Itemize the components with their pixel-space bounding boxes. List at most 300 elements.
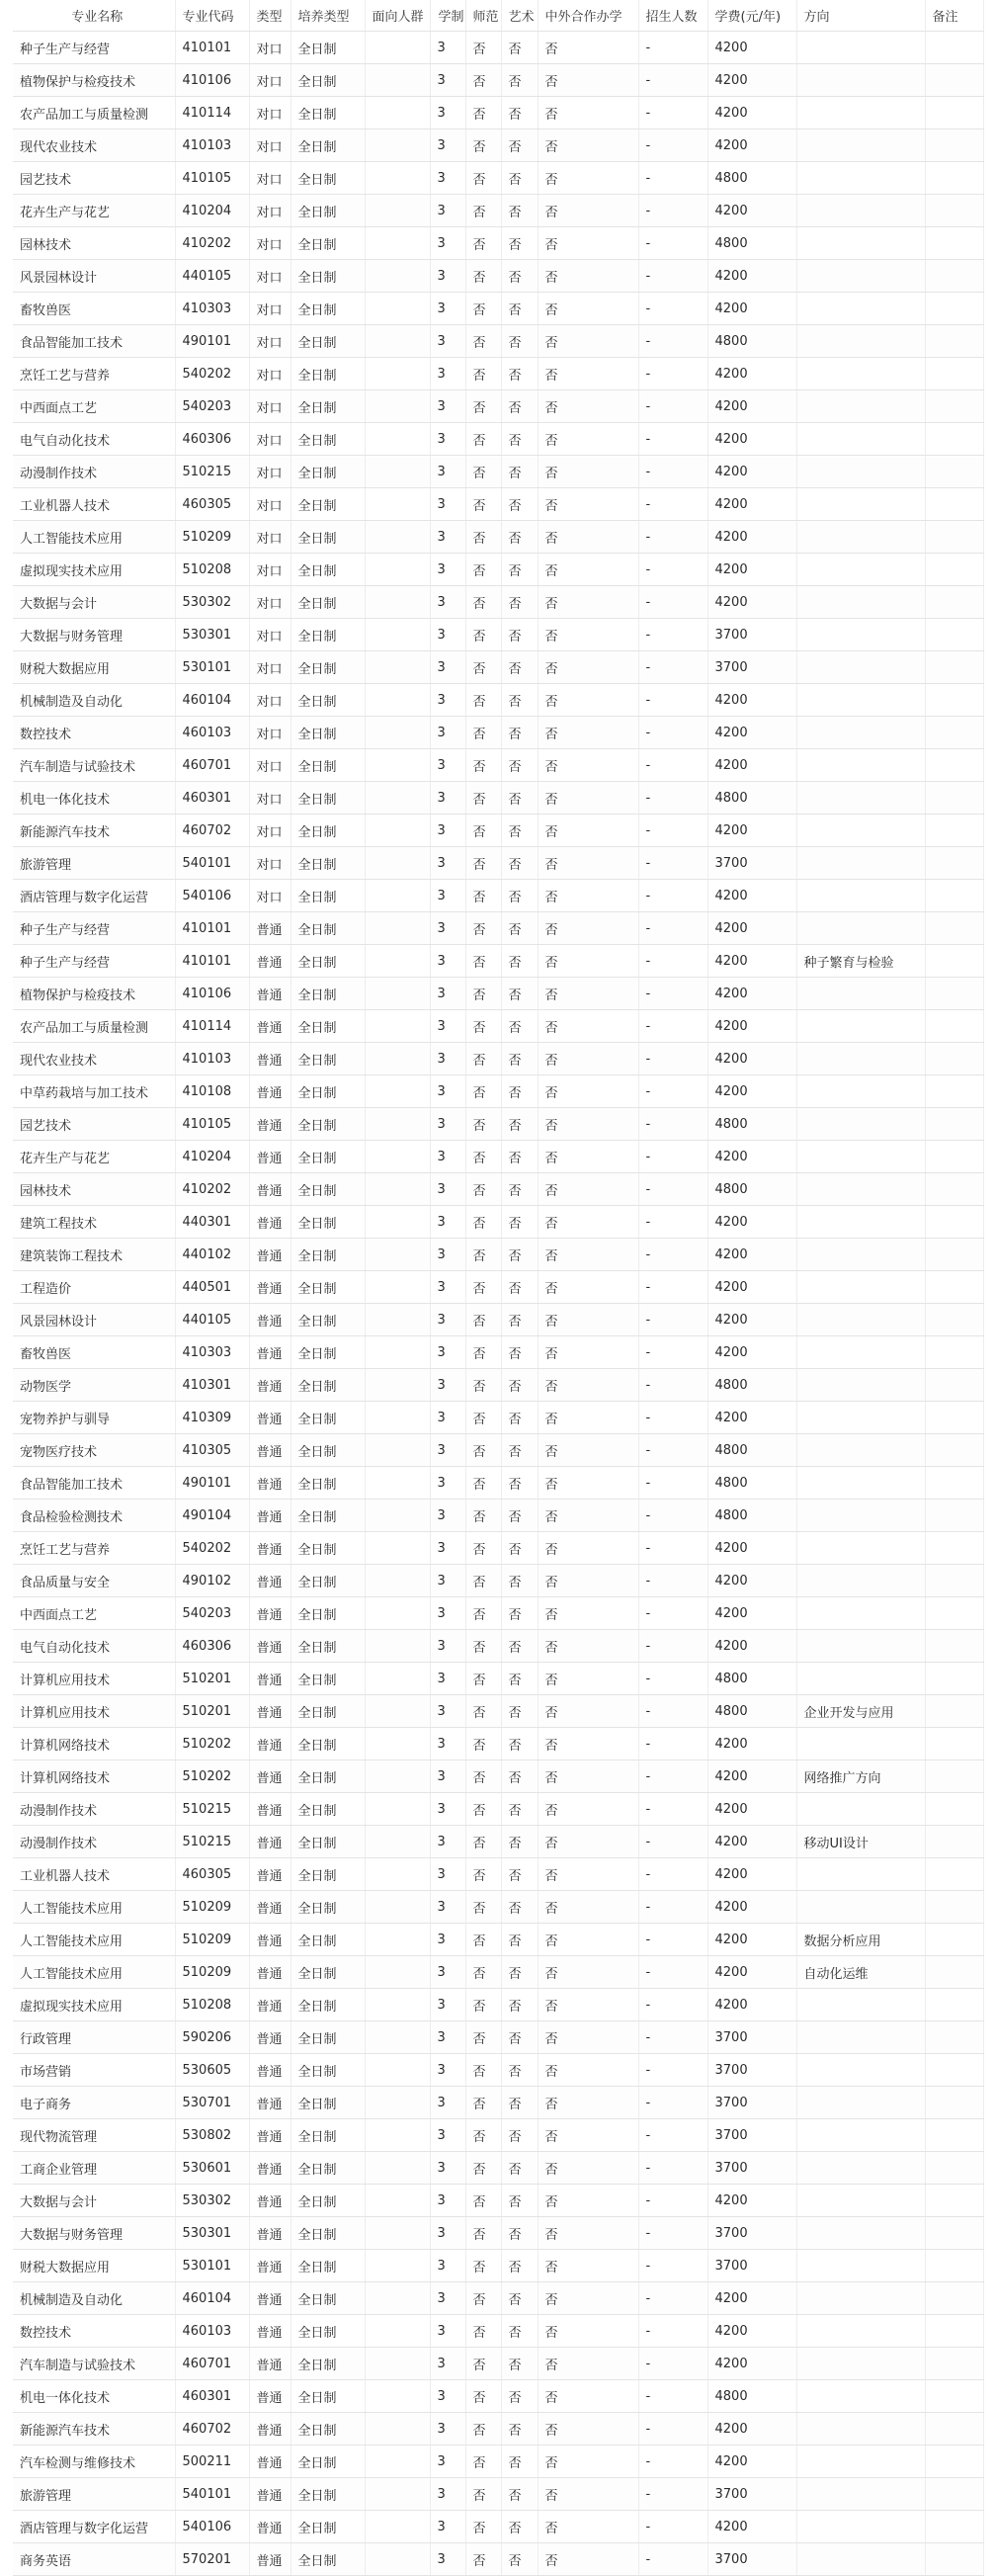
target-group-cell (365, 1369, 430, 1402)
direction-cell (796, 1663, 925, 1695)
table-header (13, 0, 983, 32)
enrollment-cell: - (638, 488, 707, 521)
study-mode-cell: 全日制 (291, 2413, 365, 2446)
sino-foreign-cell: 否 (538, 195, 638, 227)
col-header-target-group: 面向人群 (365, 0, 430, 32)
direction-cell (796, 1793, 925, 1826)
tuition-cell: 4200 (707, 1630, 796, 1663)
arts-cell: 否 (501, 554, 538, 586)
table-row (13, 847, 983, 880)
major-name-cell: 机械制造及自动化 (13, 684, 175, 717)
target-group-cell (365, 227, 430, 260)
tuition-cell: 3700 (707, 2478, 796, 2511)
teacher-training-cell: 否 (465, 97, 501, 129)
enrollment-cell: - (638, 195, 707, 227)
type-cell: 对口 (249, 554, 291, 586)
arts-cell: 否 (501, 2315, 538, 2348)
direction-cell (796, 1206, 925, 1239)
type-cell: 普通 (249, 1369, 291, 1402)
duration-cell: 3 (430, 521, 465, 554)
direction-cell (796, 162, 925, 195)
study-mode-cell: 全日制 (291, 2511, 365, 2543)
target-group-cell (365, 1663, 430, 1695)
teacher-training-cell: 否 (465, 456, 501, 488)
type-cell: 普通 (249, 912, 291, 945)
enrollment-cell: - (638, 358, 707, 390)
table-row (13, 2021, 983, 2054)
duration-cell: 3 (430, 488, 465, 521)
teacher-training-cell: 否 (465, 749, 501, 782)
sino-foreign-cell: 否 (538, 1858, 638, 1891)
sino-foreign-cell: 否 (538, 423, 638, 456)
target-group-cell (365, 1304, 430, 1336)
direction-cell (796, 815, 925, 847)
study-mode-cell: 全日制 (291, 554, 365, 586)
study-mode-cell: 全日制 (291, 1467, 365, 1500)
major-code-cell: 460104 (175, 684, 249, 717)
sino-foreign-cell: 否 (538, 2152, 638, 2185)
type-cell: 普通 (249, 2250, 291, 2282)
remarks-cell (925, 749, 983, 782)
direction-cell (796, 782, 925, 815)
tuition-cell: 4800 (707, 1369, 796, 1402)
table-row (13, 651, 983, 684)
duration-cell: 3 (430, 97, 465, 129)
remarks-cell (925, 1500, 983, 1532)
arts-cell: 否 (501, 1173, 538, 1206)
major-code-cell: 410301 (175, 1369, 249, 1402)
arts-cell: 否 (501, 1695, 538, 1728)
table-row (13, 1010, 983, 1043)
teacher-training-cell: 否 (465, 1108, 501, 1141)
sino-foreign-cell: 否 (538, 1924, 638, 1956)
type-cell: 普通 (249, 2478, 291, 2511)
remarks-cell (925, 1369, 983, 1402)
study-mode-cell: 全日制 (291, 651, 365, 684)
arts-cell: 否 (501, 2380, 538, 2413)
study-mode-cell: 全日制 (291, 32, 365, 64)
tuition-cell: 4800 (707, 1663, 796, 1695)
type-cell: 普通 (249, 1597, 291, 1630)
target-group-cell (365, 1173, 430, 1206)
arts-cell: 否 (501, 1793, 538, 1826)
major-code-cell: 530605 (175, 2054, 249, 2087)
major-name-cell: 工业机器人技术 (13, 488, 175, 521)
arts-cell: 否 (501, 2413, 538, 2446)
major-code-cell: 540203 (175, 390, 249, 423)
enrollment-cell: - (638, 2185, 707, 2217)
target-group-cell (365, 423, 430, 456)
duration-cell: 3 (430, 358, 465, 390)
type-cell: 对口 (249, 227, 291, 260)
remarks-cell (925, 195, 983, 227)
major-name-cell: 畜牧兽医 (13, 1336, 175, 1369)
enrollment-cell: - (638, 1793, 707, 1826)
arts-cell: 否 (501, 1141, 538, 1173)
major-code-cell: 540106 (175, 880, 249, 912)
arts-cell: 否 (501, 1434, 538, 1467)
type-cell: 普通 (249, 1336, 291, 1369)
arts-cell: 否 (501, 978, 538, 1010)
col-header-remarks: 备注 (925, 0, 983, 32)
remarks-cell (925, 293, 983, 325)
admission-table-container (13, 0, 983, 2576)
major-code-cell: 410202 (175, 1173, 249, 1206)
sino-foreign-cell: 否 (538, 945, 638, 978)
tuition-cell: 3700 (707, 2054, 796, 2087)
teacher-training-cell: 否 (465, 2446, 501, 2478)
direction-cell (796, 2315, 925, 2348)
table-row (13, 2446, 983, 2478)
type-cell: 对口 (249, 847, 291, 880)
direction-cell (796, 749, 925, 782)
teacher-training-cell: 否 (465, 1304, 501, 1336)
tuition-cell: 4200 (707, 1141, 796, 1173)
duration-cell: 3 (430, 2282, 465, 2315)
direction-cell (796, 2282, 925, 2315)
duration-cell: 3 (430, 1467, 465, 1500)
arts-cell: 否 (501, 1728, 538, 1760)
tuition-cell: 3700 (707, 847, 796, 880)
teacher-training-cell: 否 (465, 32, 501, 64)
study-mode-cell: 全日制 (291, 1075, 365, 1108)
teacher-training-cell: 否 (465, 2021, 501, 2054)
type-cell: 普通 (249, 2348, 291, 2380)
study-mode-cell: 全日制 (291, 1043, 365, 1075)
teacher-training-cell: 否 (465, 978, 501, 1010)
sino-foreign-cell: 否 (538, 2380, 638, 2413)
arts-cell: 否 (501, 1989, 538, 2021)
arts-cell: 否 (501, 456, 538, 488)
direction-cell: 网络推广方向 (796, 1760, 925, 1793)
remarks-cell (925, 2446, 983, 2478)
type-cell: 普通 (249, 1075, 291, 1108)
teacher-training-cell: 否 (465, 1173, 501, 1206)
sino-foreign-cell: 否 (538, 1369, 638, 1402)
tuition-cell: 4200 (707, 749, 796, 782)
target-group-cell (365, 1532, 430, 1565)
remarks-cell (925, 2021, 983, 2054)
study-mode-cell: 全日制 (291, 2543, 365, 2576)
major-code-cell: 410106 (175, 978, 249, 1010)
study-mode-cell: 全日制 (291, 1695, 365, 1728)
target-group-cell (365, 1434, 430, 1467)
target-group-cell (365, 325, 430, 358)
table-row (13, 1304, 983, 1336)
teacher-training-cell: 否 (465, 1206, 501, 1239)
target-group-cell (365, 2315, 430, 2348)
duration-cell: 3 (430, 1793, 465, 1826)
major-code-cell: 460103 (175, 717, 249, 749)
major-name-cell: 花卉生产与花艺 (13, 195, 175, 227)
tuition-cell: 4200 (707, 423, 796, 456)
table-row (13, 1760, 983, 1793)
table-row (13, 1336, 983, 1369)
study-mode-cell: 全日制 (291, 2250, 365, 2282)
study-mode-cell: 全日制 (291, 1271, 365, 1304)
teacher-training-cell: 否 (465, 2380, 501, 2413)
sino-foreign-cell: 否 (538, 2315, 638, 2348)
sino-foreign-cell: 否 (538, 293, 638, 325)
remarks-cell (925, 1858, 983, 1891)
arts-cell: 否 (501, 195, 538, 227)
duration-cell: 3 (430, 2119, 465, 2152)
table-row (13, 1467, 983, 1500)
arts-cell: 否 (501, 2348, 538, 2380)
study-mode-cell: 全日制 (291, 2054, 365, 2087)
direction-cell (796, 1434, 925, 1467)
direction-cell (796, 717, 925, 749)
type-cell: 普通 (249, 1467, 291, 1500)
major-name-cell: 电气自动化技术 (13, 423, 175, 456)
major-code-cell: 460305 (175, 1858, 249, 1891)
sino-foreign-cell: 否 (538, 1597, 638, 1630)
major-name-cell: 农产品加工与质量检测 (13, 97, 175, 129)
major-code-cell: 460301 (175, 2380, 249, 2413)
duration-cell: 3 (430, 2478, 465, 2511)
major-name-cell: 种子生产与经营 (13, 945, 175, 978)
major-code-cell: 590206 (175, 2021, 249, 2054)
target-group-cell (365, 2119, 430, 2152)
table-row (13, 1793, 983, 1826)
direction-cell (796, 195, 925, 227)
major-code-cell: 410204 (175, 195, 249, 227)
table-row (13, 880, 983, 912)
enrollment-cell: - (638, 2478, 707, 2511)
target-group-cell (365, 129, 430, 162)
major-name-cell: 机械制造及自动化 (13, 2282, 175, 2315)
tuition-cell: 4200 (707, 32, 796, 64)
study-mode-cell: 全日制 (291, 2152, 365, 2185)
enrollment-cell: - (638, 1597, 707, 1630)
table-row (13, 2152, 983, 2185)
remarks-cell (925, 1989, 983, 2021)
major-name-cell: 中草药栽培与加工技术 (13, 1075, 175, 1108)
remarks-cell (925, 554, 983, 586)
sino-foreign-cell: 否 (538, 880, 638, 912)
major-code-cell: 510209 (175, 1956, 249, 1989)
arts-cell: 否 (501, 1402, 538, 1434)
enrollment-cell: - (638, 1989, 707, 2021)
direction-cell (796, 2021, 925, 2054)
enrollment-cell: - (638, 97, 707, 129)
table-row (13, 2250, 983, 2282)
major-code-cell: 460103 (175, 2315, 249, 2348)
enrollment-cell: - (638, 64, 707, 97)
sino-foreign-cell: 否 (538, 2413, 638, 2446)
tuition-cell: 4200 (707, 1304, 796, 1336)
teacher-training-cell: 否 (465, 717, 501, 749)
remarks-cell (925, 1924, 983, 1956)
target-group-cell (365, 2348, 430, 2380)
tuition-cell: 4200 (707, 945, 796, 978)
tuition-cell: 4200 (707, 1826, 796, 1858)
table-row (13, 2217, 983, 2250)
direction-cell (796, 1500, 925, 1532)
table-row (13, 1271, 983, 1304)
remarks-cell (925, 1532, 983, 1565)
duration-cell: 3 (430, 2054, 465, 2087)
direction-cell (796, 619, 925, 651)
major-code-cell: 530601 (175, 2152, 249, 2185)
arts-cell: 否 (501, 521, 538, 554)
enrollment-cell: - (638, 1532, 707, 1565)
enrollment-cell: - (638, 521, 707, 554)
arts-cell: 否 (501, 1597, 538, 1630)
col-header-sino-foreign: 中外合作办学 (538, 0, 638, 32)
major-name-cell: 食品质量与安全 (13, 1565, 175, 1597)
major-name-cell: 园林技术 (13, 227, 175, 260)
enrollment-cell: - (638, 2119, 707, 2152)
major-name-cell: 虚拟现实技术应用 (13, 1989, 175, 2021)
sino-foreign-cell: 否 (538, 1891, 638, 1924)
direction-cell (796, 2446, 925, 2478)
major-name-cell: 动漫制作技术 (13, 1793, 175, 1826)
target-group-cell (365, 1826, 430, 1858)
major-name-cell: 农产品加工与质量检测 (13, 1010, 175, 1043)
remarks-cell (925, 619, 983, 651)
type-cell: 普通 (249, 2021, 291, 2054)
remarks-cell (925, 2054, 983, 2087)
arts-cell: 否 (501, 1336, 538, 1369)
direction-cell (796, 684, 925, 717)
major-code-cell: 410101 (175, 32, 249, 64)
study-mode-cell: 全日制 (291, 260, 365, 293)
enrollment-cell: - (638, 651, 707, 684)
table-row (13, 1173, 983, 1206)
duration-cell: 3 (430, 815, 465, 847)
enrollment-cell: - (638, 423, 707, 456)
remarks-cell (925, 1271, 983, 1304)
major-name-cell: 中西面点工艺 (13, 1597, 175, 1630)
sino-foreign-cell: 否 (538, 1695, 638, 1728)
sino-foreign-cell: 否 (538, 1206, 638, 1239)
table-row (13, 162, 983, 195)
sino-foreign-cell: 否 (538, 325, 638, 358)
sino-foreign-cell: 否 (538, 2348, 638, 2380)
duration-cell: 3 (430, 2413, 465, 2446)
sino-foreign-cell: 否 (538, 1173, 638, 1206)
tuition-cell: 4200 (707, 1206, 796, 1239)
target-group-cell (365, 1075, 430, 1108)
major-name-cell: 宠物养护与驯导 (13, 1402, 175, 1434)
study-mode-cell: 全日制 (291, 684, 365, 717)
teacher-training-cell: 否 (465, 1956, 501, 1989)
type-cell: 普通 (249, 1858, 291, 1891)
study-mode-cell: 全日制 (291, 423, 365, 456)
sino-foreign-cell: 否 (538, 1434, 638, 1467)
remarks-cell (925, 162, 983, 195)
major-name-cell: 植物保护与检疫技术 (13, 978, 175, 1010)
tuition-cell: 4200 (707, 97, 796, 129)
type-cell: 普通 (249, 2054, 291, 2087)
arts-cell: 否 (501, 260, 538, 293)
type-cell: 普通 (249, 1206, 291, 1239)
major-name-cell: 新能源汽车技术 (13, 2413, 175, 2446)
enrollment-cell: - (638, 1956, 707, 1989)
direction-cell (796, 390, 925, 423)
major-code-cell: 410105 (175, 1108, 249, 1141)
remarks-cell (925, 2087, 983, 2119)
teacher-training-cell: 否 (465, 260, 501, 293)
table-row (13, 195, 983, 227)
tuition-cell: 4200 (707, 912, 796, 945)
table-row (13, 2087, 983, 2119)
type-cell: 对口 (249, 651, 291, 684)
table-row (13, 1891, 983, 1924)
tuition-cell: 4200 (707, 1010, 796, 1043)
major-name-cell: 食品智能加工技术 (13, 1467, 175, 1500)
arts-cell: 否 (501, 880, 538, 912)
sino-foreign-cell: 否 (538, 1075, 638, 1108)
duration-cell: 3 (430, 717, 465, 749)
remarks-cell (925, 651, 983, 684)
direction-cell (796, 1630, 925, 1663)
target-group-cell (365, 1500, 430, 1532)
col-header-arts: 艺术 (501, 0, 538, 32)
arts-cell: 否 (501, 2217, 538, 2250)
type-cell: 普通 (249, 2511, 291, 2543)
direction-cell (796, 880, 925, 912)
arts-cell: 否 (501, 1956, 538, 1989)
major-name-cell: 园艺技术 (13, 162, 175, 195)
duration-cell: 3 (430, 1728, 465, 1760)
major-code-cell: 440501 (175, 1271, 249, 1304)
target-group-cell (365, 456, 430, 488)
teacher-training-cell: 否 (465, 1891, 501, 1924)
sino-foreign-cell: 否 (538, 815, 638, 847)
major-name-cell: 市场营销 (13, 2054, 175, 2087)
table-row (13, 260, 983, 293)
type-cell: 对口 (249, 390, 291, 423)
duration-cell: 3 (430, 1239, 465, 1271)
type-cell: 普通 (249, 2380, 291, 2413)
study-mode-cell: 全日制 (291, 2119, 365, 2152)
enrollment-cell: - (638, 1075, 707, 1108)
sino-foreign-cell: 否 (538, 2282, 638, 2315)
tuition-cell: 4800 (707, 1500, 796, 1532)
sino-foreign-cell: 否 (538, 586, 638, 619)
major-code-cell: 460305 (175, 488, 249, 521)
study-mode-cell: 全日制 (291, 1141, 365, 1173)
table-row (13, 945, 983, 978)
direction-cell (796, 1891, 925, 1924)
major-name-cell: 食品检验检测技术 (13, 1500, 175, 1532)
table-row (13, 2348, 983, 2380)
arts-cell: 否 (501, 1075, 538, 1108)
direction-cell: 移动UI设计 (796, 1826, 925, 1858)
teacher-training-cell: 否 (465, 162, 501, 195)
direction-cell (796, 2054, 925, 2087)
type-cell: 对口 (249, 456, 291, 488)
sino-foreign-cell: 否 (538, 1467, 638, 1500)
remarks-cell (925, 390, 983, 423)
teacher-training-cell: 否 (465, 2511, 501, 2543)
tuition-cell: 4800 (707, 1108, 796, 1141)
arts-cell: 否 (501, 2185, 538, 2217)
type-cell: 普通 (249, 978, 291, 1010)
arts-cell: 否 (501, 358, 538, 390)
study-mode-cell: 全日制 (291, 1826, 365, 1858)
target-group-cell (365, 1630, 430, 1663)
direction-cell (796, 2413, 925, 2446)
tuition-cell: 4200 (707, 1402, 796, 1434)
sino-foreign-cell: 否 (538, 1663, 638, 1695)
duration-cell: 3 (430, 195, 465, 227)
major-name-cell: 新能源汽车技术 (13, 815, 175, 847)
sino-foreign-cell: 否 (538, 227, 638, 260)
study-mode-cell: 全日制 (291, 880, 365, 912)
